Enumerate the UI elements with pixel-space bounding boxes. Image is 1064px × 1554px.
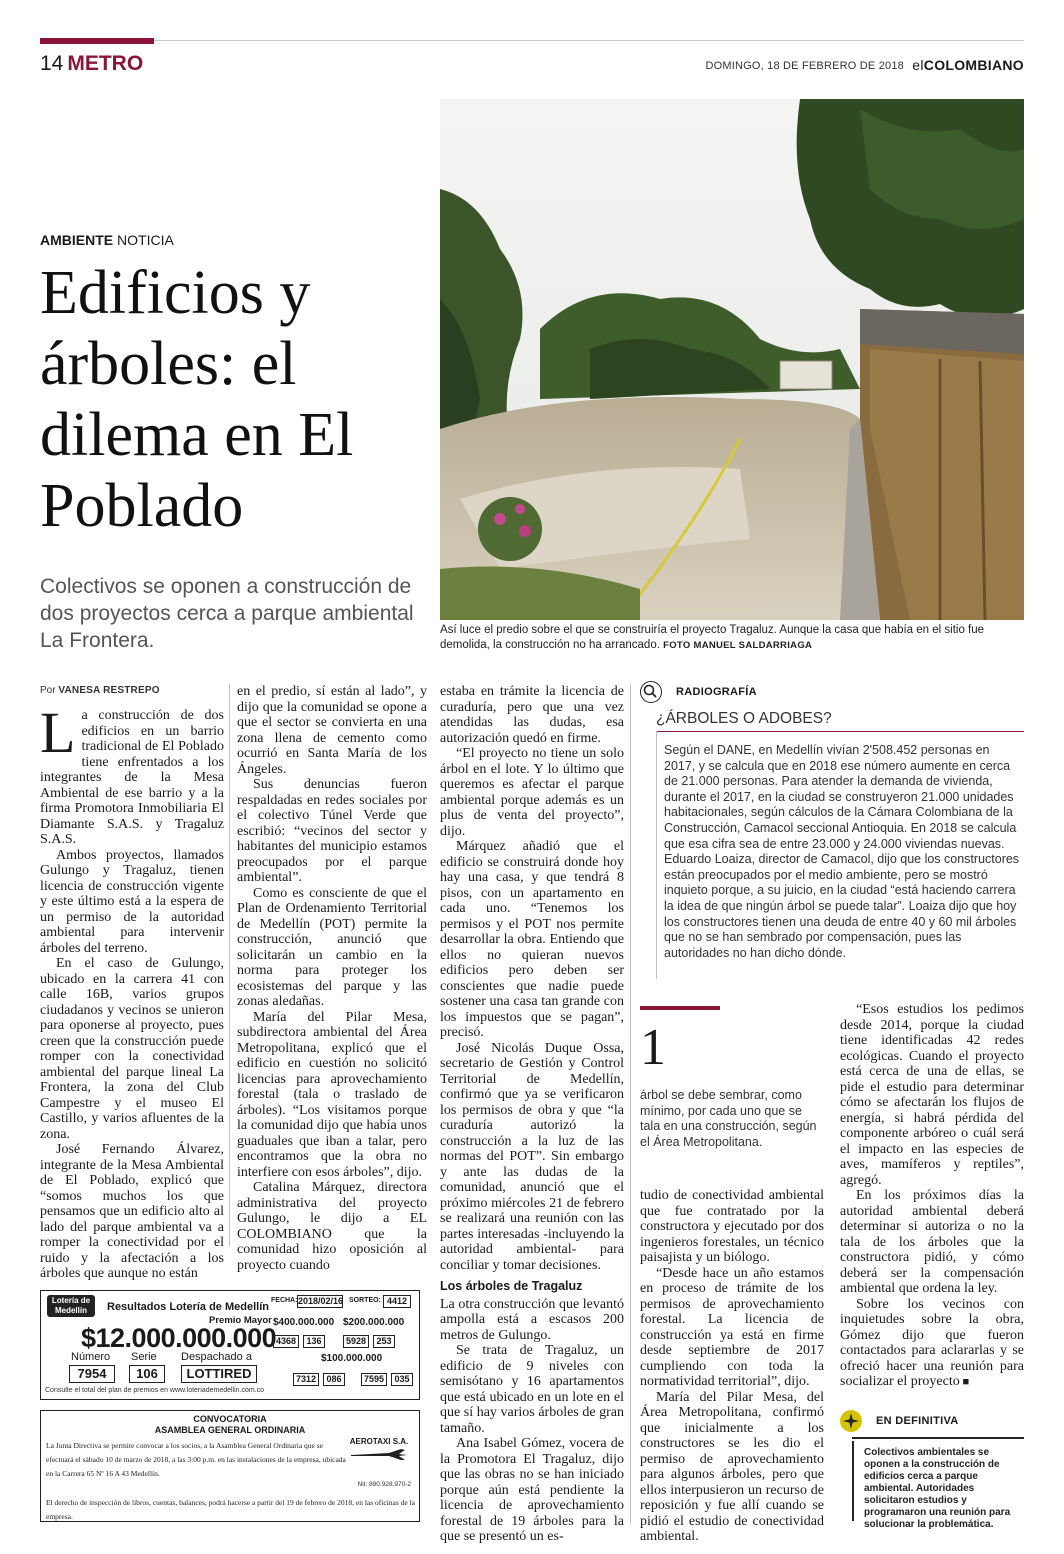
en-definitiva-text: Colectivos ambientales se oponen a la construcción de edificios cerca a parque ambiental. Autoridades solicitaron estudios y programaron una reunión para solucionar la problemática. [852,1441,1024,1521]
lottery-subtitle: Premio Mayor [209,1315,272,1326]
prize-1-number: 4368 [273,1335,299,1348]
lottery-results-ad [40,1290,420,1400]
lottery-prize: $12.000.000.000 [81,1323,277,1353]
aerotaxi-logo: AEROTAXI S.A. [347,1437,411,1464]
en-definitiva-label: EN DEFINITIVA [876,1415,959,1427]
drop-cap: L [40,700,76,765]
article-column-1: La construcción de dos edificios en un barrio tradicional de El Poblado tiene enfrentados a los integrantes de la Mesa Ambiental de ese barrio y a la firma Promotora Inmobiliaria El Diamante S.A.S. y Tragaluz S.A.S. Ambos proyectos, llamados Gulungo y Tragaluz, tienen licencia de construcción vigente y este último está a la espera de un permiso de la autoridad ambiental para intervenir árboles del terreno. En el caso de Gulungo, ubicado en la carrera 41 con calle 16B, varios grupos ciudadanos y vecinos se unieron para oponerse al proyecto, pues creen que la construcción puede romper con la conectividad ambiental del parque lineal La Frontera, la zona del Club Campestre y el museo El Castillo, y varios afluentes de la zona. José Fernando Álvarez, integrante de la Mesa Ambiental de El Poblado, explicó que “somos muchos los que pensamos que un edificio alto al lado del parque ambiental va a romper la conectividad por el ruido y la afectación a los árboles que aunque no están [40,700,224,1281]
lottery-number: 7954 [69,1365,115,1383]
lottery-secondary-prizes [271,1293,415,1393]
radiografia-label: RADIOGRAFÍA [676,686,757,698]
sorteo-label: SORTEO: [349,1297,381,1304]
fact-rule [640,1006,720,1010]
lottery-logo: Lotería de Medellín [47,1295,95,1317]
article-column-3: estaba en trámite la licencia de curaduría, pero que una vez atendidas las dudas, esa autorización quedó en firme. “El proyecto no tiene un solo árbol en el lote. Y lo último que queremos es afectar el parque ambiental porque además es un plus de venta del proyecto”, dijo. Márquez añadió que el edificio se construirá donde hoy hay una casa, y que tendrá 8 pisos, con un apartamento en cada uno. “Tenemos los permisos y el POT nos permite desarrollar la obra. Entiendo que ellos no quieran nuevos edificios pero deben ser conscientes que nadie puede sostener una casa tan grande con los impuestos que se pagan”, precisó. José Nicolás Duque Ossa, secretario de Gestión y Control Territorial de Medellín, confirmó que ya se verificaron los permisos de obra y que “la curaduría autorizó la construcción a la luz de las normas del POT”. Sin embargo y ante las dudas de la comunidad, anunció que el próximo miércoles 21 de febrero se realizará una reunión con las partes interesadas -incluyendo la autoridad ambiental- para conciliar y tomar decisiones. Los árboles de Tragaluz La otra construcción que levantó ampolla está a escasos 200 metros de Gulungo. Se trata de Tragaluz, un edificio de 9 niveles con semisótano y 16 apartamentos que está ubicado en un lote en el que sí hay varios árboles de gran tamaño. Ana Isabel Gómez, vocera de la Promotora El Tragaluz, dijo que las obras no se han iniciado porque aún está pendiente la licencia de aprovechamiento forestal de 19 árboles para la que se presentó un es- [440,684,624,1544]
lottery-footer: Consulte el total del plan de premios en www.loteriademedellin.com.co [45,1387,265,1394]
article-column-5: “Esos estudios los pedimos desde 2014, porque la ciudad tiene identificadas 42 redes ecológicas. Cuando el proyecto está cerca de una de ellas, se pide el estudio para determinar cómo se afectarán los flujos de energía, si habrá pérdida del componente arbóreo o cuál será el impacto en las especies de aves, mamíferos y reptiles”, agregó. En los próximos días la autoridad ambiental deberá determinar si autoriza o no la tala de los árboles que la constructora pidió, y cómo deberá ser la compensación ambiental que ordena la ley. Sobre los vecinos con inquietudes sobre la obra, Gómez dijo que fueron contactados para aclararlas y se ofreció hacer una reunión para socializar el proyecto ■ [840,1002,1024,1391]
byline: Por VANESA RESTREPO [40,685,160,696]
photo-credit: FOTO MANUEL SALDARRIAGA [663,640,813,651]
prize-3b-serie: 035 [391,1373,413,1386]
prize-3a-serie: 086 [323,1373,345,1386]
photo-caption: Así luce el predio sobre el que se construiría el proyecto Tragaluz. Aunque la casa que había en el sitio fue demolida, la construcción no ha arrancado. FOTO MANUEL SALDARRIAGA [440,624,985,651]
lottery-seller: LOTTIRED [181,1365,257,1383]
fecha-label: FECHA: [271,1297,298,1304]
radiografia-rule [656,731,1024,732]
lottery-label-despachado: Despachado a [181,1351,252,1363]
lottery-title: Resultados Lotería de Medellín [107,1301,269,1313]
airplane-icon [349,1446,409,1462]
radiografia-body: Según el DANE, en Medellín vivían 2'508.452 personas en 2017, y se calcula que en 2018 ese número aumente en cerca de 21.000 personas. Para atender la demanda de vivienda, durante el 2017, en la ciudad se construyeron 21.000 unidades habitacionales, según cálculos de la Cámara Colombiana de la Construcción, Camacol seccional Antioquia. En 2018 se calcula que esa cifra sea de entre 23.000 y 24.000 viviendas nuevas. Eduardo Loaiza, director de Camacol, dijo que los constructores están preocupados por el medio ambiente, pero se mostró inquieto porque, a su juicio, en la ciudad “está haciendo carrera la idea de que ningún árbol se puede talar”. Loaiza dijo que hoy los constructores tienen una deuda de entre 40 y 60 mil árboles que no se han sembrado por compensación, pues las autoridades no han dicho dónde. [664,743,1020,960]
lottery-label-serie: Serie [131,1351,157,1363]
prize-1-amount: $400.000.000 [273,1317,335,1328]
prize-3b-number: 7595 [361,1373,387,1386]
prize-1-serie: 136 [303,1335,325,1348]
prize-2-amount: $200.000.000 [343,1317,405,1328]
article-column-2: en el predio, sí están al lado”, y dijo que la comunidad se opone a que el sector se convierta en una zona llena de cemento como ocurrió en Santa María de los Ángeles. Sus denuncias fueron respaldadas en redes sociales por el colectivo Túnel Verde que escribió: “vecinos del sector y habitantes del municipio estamos preocupados por el parque ambiental”. Como es consciente de que el Plan de Ordenamiento Territorial de Medellín (POT) permite la construcción, anunció que solicitarán un cambio en la norma para proteger los ecosistemas del parque y las zonas aledañas. María del Pilar Mesa, subdirectora ambiental del Área Metropolitana, explicó que el edificio en cuestión no solicitó licencias para aprovechamiento forestal (tala o traslado de árboles). “Los visitamos porque la comunidad dijo que había unos guaduales que iban a talar, pero encontramos que la obra no interfiere con esos árboles”, dijo. Catalina Márquez, directora administrativa del proyecto Gulungo, le dijo a EL COLOMBIANO que la comunidad hizo oposición al proyecto cuando [237,684,427,1273]
prize-2-serie: 253 [373,1335,395,1348]
prize-2-number: 5928 [343,1335,369,1348]
magnifier-icon [640,681,662,703]
lottery-label-number: Número [71,1351,111,1363]
radiografia-side-rule [656,731,657,979]
prize-3a-number: 7312 [293,1373,319,1386]
deck: Colectivos se oponen a construcción de dos proyectos cerca a parque ambiental La Frontera. [40,575,414,652]
headline: Edificios y árboles: el dilema en El Poblado [40,259,354,540]
page-number: 14 METRO [40,52,144,75]
prize-3-amount: $100.000.000 [321,1353,383,1364]
convocatoria-body: La Junta Directiva se permite convocar a los socios, a la Asamblea General Ordinaria que se efectuará el sábado 10 de marzo de 2018, a las 3:00 p.m. en las instalaciones de la empresa, ubicada en la Carrera 65 Nº 16 A 43 Medellín. [46,1441,346,1478]
convocatoria-ad [40,1410,420,1522]
column-rule [229,684,230,1246]
fact-text: árbol se debe sembrar, como mínimo, por cada uno que se tala en una construcción, según el Área Metropolitana. [640,1088,817,1149]
subhead: Los árboles de Tragaluz [440,1279,583,1293]
fecha-value: 2018/02/16 [298,1296,344,1306]
lottery-serie: 106 [129,1365,165,1383]
convocatoria-title: CONVOCATORIA [193,1414,267,1424]
section-accent-bar [40,38,154,44]
issue-date: DOMINGO, 18 DE FEBRERO DE 2018 [705,60,904,72]
section-name: METRO [67,52,144,75]
convocatoria-nit: Nit: 890.928.970-2 [357,1481,411,1488]
convocatoria-footer: El derecho de inspección de libros, cuentas, balances, podrá hacerse a partir del 19 de febrero de 2018, en las oficinas de la empresa. [46,1498,416,1521]
top-rule [40,40,1024,41]
radiografia-question: ¿ÁRBOLES O ADOBES? [656,710,832,727]
article-kicker: AMBIENTE NOTICIA [40,232,174,248]
compass-icon [840,1410,862,1432]
en-definitiva-rule [852,1437,1024,1439]
column-rule [630,684,631,1524]
lead-photo [440,99,1024,620]
convocatoria-subtitle: ASAMBLEA GENERAL ORDINARIA [154,1425,306,1435]
article-column-4: tudio de conectividad ambiental que fue contratado por la constructora y ejecutado por dos ingenieros forestales, un técnico paisajista y un biólogo. “Desde hace un año estamos en proceso de trámite de los permisos de aprovechamiento forestal. La licencia de construcción ya está en firme desde septiembre de 2017 cumpliendo con toda la normatividad territorial”, dijo. María del Pilar Mesa, del Área Metropolitana, confirmó que inicialmente a los constructores se les dio el permiso de aprovechamiento para algunos árboles, pero que ellos interpusieron un recurso de reposición y fue allí cuando se pidió el estudio de conectividad ambiental. [640,1188,824,1544]
newspaper-brand: elCOLOMBIANO [912,57,1024,73]
sorteo-value: 4412 [383,1295,411,1308]
fact-number: 1 [640,1019,666,1076]
